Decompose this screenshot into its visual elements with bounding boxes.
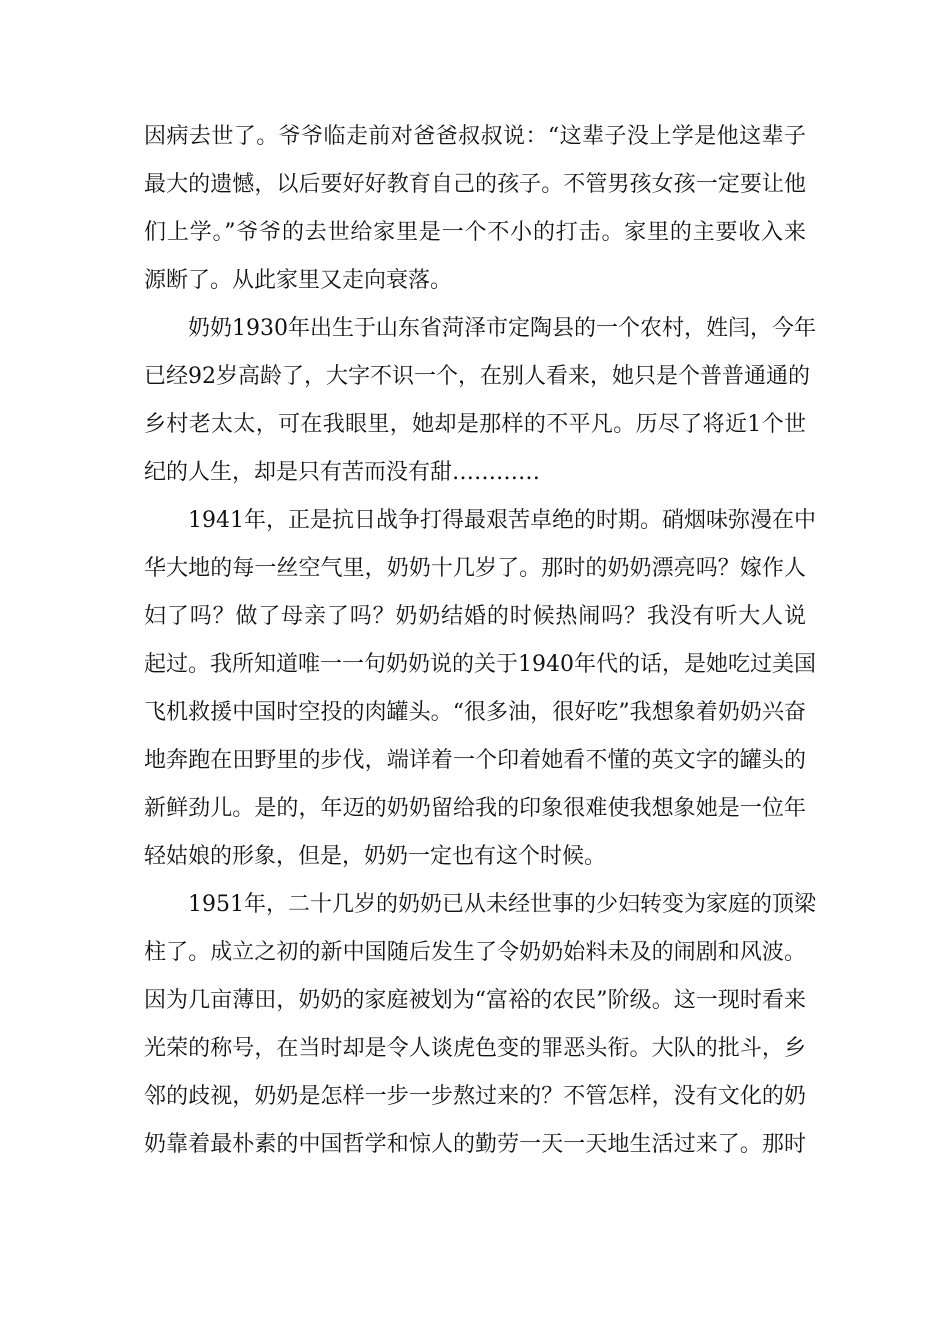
text-line: 奶奶1930年出生于山东省菏泽市定陶县的一个农村，姓闫，今年 [188, 316, 816, 341]
text-line: 源断了。从此家里又走向衰落。 [144, 268, 453, 293]
text-line: 新鲜劲儿。是的，年迈的奶奶留给我的印象很难使我想象她是一位年 [144, 796, 806, 821]
document-body [144, 113, 816, 1169]
text-line: 们上学。”爷爷的去世给家里是一个不小的打击。家里的主要收入来 [144, 220, 806, 245]
text-line: 光荣的称号，在当时却是令人谈虎色变的罪恶头衔。大队的批斗，乡 [144, 1036, 806, 1061]
text-line: 奶靠着最朴素的中国哲学和惊人的勤劳一天一天地生活过来了。那时 [144, 1132, 806, 1157]
text-line: 因病去世了。爷爷临走前对爸爸叔叔说：“这辈子没上学是他这辈子 [144, 124, 806, 149]
text-line: 妇了吗？做了母亲了吗？奶奶结婚的时候热闹吗？我没有听大人说 [144, 604, 806, 629]
text-line: 邻的歧视，奶奶是怎样一步一步熬过来的？不管怎样，没有文化的奶 [144, 1084, 806, 1109]
text-line: 因为几亩薄田，奶奶的家庭被划为“富裕的农民”阶级。这一现时看来 [144, 988, 806, 1013]
text-line: 柱了。成立之初的新中国随后发生了令奶奶始料未及的闹剧和风波。 [144, 940, 806, 965]
text-line: 轻姑娘的形象，但是，奶奶一定也有这个时候。 [144, 844, 607, 869]
text-line: 纪的人生，却是只有苦而没有甜………… [144, 460, 541, 485]
text-line: 华大地的每一丝空气里，奶奶十几岁了。那时的奶奶漂亮吗？嫁作人 [144, 556, 806, 581]
text-line: 起过。我所知道唯一一句奶奶说的关于1940年代的话，是她吃过美国 [144, 652, 816, 677]
text-line: 乡村老太太，可在我眼里，她却是那样的不平凡。历尽了将近1个世 [144, 412, 806, 437]
text-line: 1951年，二十几岁的奶奶已从未经世事的少妇转变为家庭的顶梁 [188, 892, 816, 917]
text-line: 1941年，正是抗日战争打得最艰苦卓绝的时期。硝烟味弥漫在中 [188, 508, 816, 533]
text-line: 地奔跑在田野里的步伐，端详着一个印着她看不懂的英文字的罐头的 [144, 748, 806, 773]
text-line: 已经92岁高龄了，大字不识一个，在别人看来，她只是个普普通通的 [144, 364, 810, 389]
text-line: 飞机救援中国时空投的肉罐头。“很多油，很好吃”我想象着奶奶兴奋 [144, 700, 806, 725]
text-line: 最大的遗憾，以后要好好教育自己的孩子。不管男孩女孩一定要让他 [144, 172, 806, 197]
